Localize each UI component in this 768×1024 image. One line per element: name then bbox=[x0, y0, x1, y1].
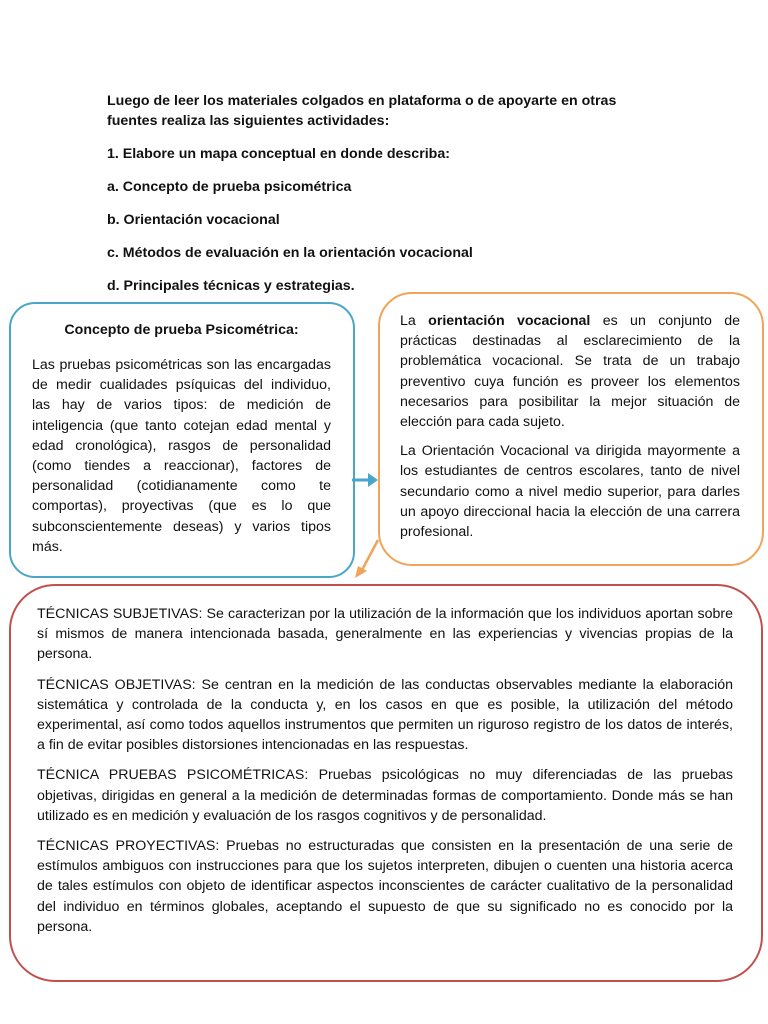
concepto-prueba-body: Las pruebas psicométricas son las encargadas de medir cualidades psíquicas del individuo, las hay de varios tipos: de medición de inteligencia (que tanto cotejan edad mental y edad cronológica), rasgos de personalidad (como tiendes a reaccionar), factores de personalidad (cotidianamente como te comportas), proyectivas (que es lo que subconscientemente deseas) y varios tipos más. bbox=[32, 357, 331, 555]
orientacion-term: orientación vocacional bbox=[428, 313, 591, 329]
instruction-item: b. Orientación vocacional bbox=[107, 212, 280, 228]
concepto-prueba-box bbox=[9, 302, 355, 578]
orientacion-vocacional-box bbox=[378, 292, 764, 566]
instruction-item: d. Principales técnicas y estrategias. bbox=[107, 278, 355, 294]
instruction-item: 1. Elabore un mapa conceptual en donde describa: bbox=[107, 146, 450, 162]
concepto-prueba-title: Concepto de prueba Psicométrica: bbox=[64, 322, 299, 338]
instruction-item: c. Métodos de evaluación en la orientación vocacional bbox=[107, 245, 473, 261]
orientacion-paragraph-2: La Orientación Vocacional va dirigida mayormente a los estudiantes de centros escolares, tanto de nivel secundario como a nivel medio superior, para darles un apoyo direccional hacia la elección de una carrera profesional. bbox=[400, 443, 740, 541]
instruction-item: a. Concepto de prueba psicométrica bbox=[107, 179, 352, 195]
tecnicas-box bbox=[9, 584, 763, 982]
tecnica-psicometricas: TÉCNICA PRUEBAS PSICOMÉTRICAS: Pruebas psicológicas no muy diferenciadas de las pruebas objetivas, dirigidas en general a la medición de determinadas formas de comportamiento. Donde más se han utilizado es en medición y evaluación de los rasgos cognitivos y de personalidad. bbox=[37, 767, 733, 824]
tecnica-objetivas: TÉCNICAS OBJETIVAS: Se centran en la medición de las conductas observables mediante la elaboración sistemática y controlada de la conducta y, en los casos en que es posible, la utilización del método experimental, así como todos aquellos instrumentos que permiten un riguroso registro de los datos de interés, a fin de evitar posibles distorsiones intencionadas en las respuestas. bbox=[37, 676, 733, 754]
tecnica-proyectivas: TÉCNICAS PROYECTIVAS: Pruebas no estructuradas que consisten en la presentación de una serie de estímulos ambiguos con instrucciones para que los sujetos interpreten, dibujen o cuenten una historia acerca de tales estímulos con objeto de identificar aspectos inconscientes de carácter cualitativo de la personalidad del individuo en términos globales, aceptando el supuesto de que su significado no es conocido por la persona. bbox=[37, 838, 733, 935]
tecnica-subjetivas: TÉCNICAS SUBJETIVAS: Se caracterizan por la utilización de la información que los individuos aportan sobre sí mismos de manera intencionada basada, generalmente en las experiencias y vivencias propias de la persona. bbox=[37, 606, 733, 663]
orientacion-paragraph-1 bbox=[400, 311, 740, 432]
orientacion-p1-pre: La bbox=[400, 313, 429, 329]
orientacion-p1-post: es un conjunto de prácticas destinadas al esclarecimiento de la problemática vocacional. Se trata de un trabajo preventivo cuya función es proveer los elementos necesarios para posibilitar la mejor situación de elección para cada sujeto. bbox=[400, 313, 740, 431]
arrow-right-icon bbox=[350, 470, 380, 490]
instructions-lead: Luego de leer los materiales colgados en plataforma o de apoyarte en otras fuentes realiza las siguientes actividades: bbox=[107, 93, 617, 129]
instructions bbox=[107, 91, 667, 296]
arrow-down-left-icon bbox=[352, 538, 382, 582]
